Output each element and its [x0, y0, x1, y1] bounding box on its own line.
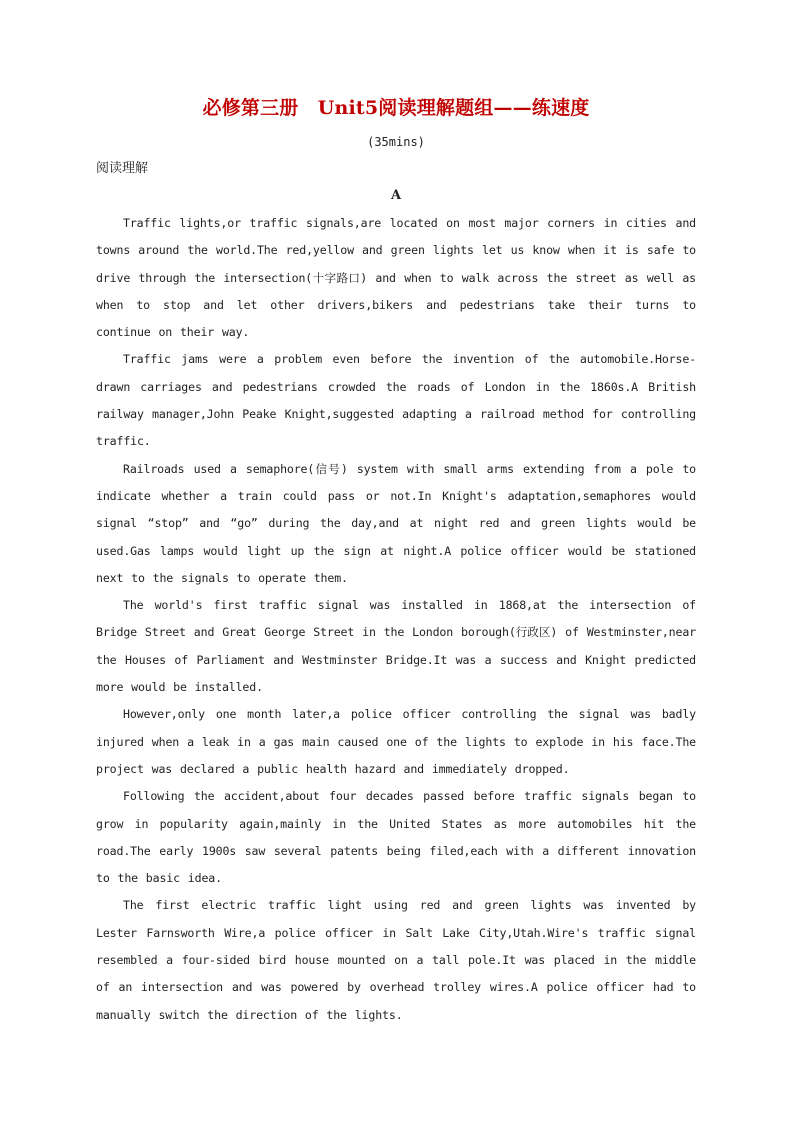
page-title: 必修第三册 Unit5阅读理解题组——练速度: [202, 97, 590, 119]
paragraph-6: Following the accident,about four decades passed before traffic signals began to grow in popularity again,mainly in the United States as more automobiles hit the road.The early 1900s saw several patents being filed,each with a different innovation to the basic idea.: [96, 789, 696, 886]
paragraph-1: Traffic lights,or traffic signals,are located on most major corners in cities and towns around the world.The red,yellow and green lights let us know when it is safe to drive through the intersection(十字路口) and when to walk across the street as well as when to stop and let other drivers,bikers and pedestrians take their turns to continue on their way.: [96, 216, 696, 340]
paragraph-3: Railroads used a semaphore(信号) system with small arms extending from a pole to indicate whether a train could pass or not.In Knight's adaptation,semaphores would signal “stop” and “go” during the day,and at night red and green lights would be used.Gas lamps would light up the sign at night.A police officer would be stationed next to the signals to operate them.: [96, 461, 696, 585]
paragraph-7: The first electric traffic light using red and green lights was invented by Lester Farnsworth Wire,a police officer in Salt Lake City,Utah.Wire's traffic signal resembled a four-sided bird house mounted on a tall pole.It was placed in the middle of an intersection and was powered by overhead trolley wires.A police officer had to manually switch the direction of the lights.: [96, 898, 696, 1022]
passage-body: [96, 210, 696, 1029]
paragraph-4: The world's first traffic signal was installed in 1868,at the intersection of Bridge Street and Great George Street in the London borough(行政区) of Westminster,near the Houses of Parliament and Westminster Bridge.It was a success and Knight predicted more would be installed.: [96, 598, 696, 695]
section-label: 阅读理解: [96, 161, 149, 176]
passage-label: A: [390, 188, 402, 203]
time-note: (35mins): [367, 135, 425, 149]
paragraph-5: However,only one month later,a police officer controlling the signal was badly injured when a leak in a gas main caused one of the lights to explode in his face.The project was declared a public health hazard and immediately dropped.: [96, 707, 696, 776]
paragraph-2: Traffic jams were a problem even before the invention of the automobile.Horse-drawn carriages and pedestrians crowded the roads of London in the 1860s.A British railway manager,John Peake Knight,suggested adapting a railroad method for controlling traffic.: [96, 352, 696, 449]
document-page: [96, 94, 696, 1029]
